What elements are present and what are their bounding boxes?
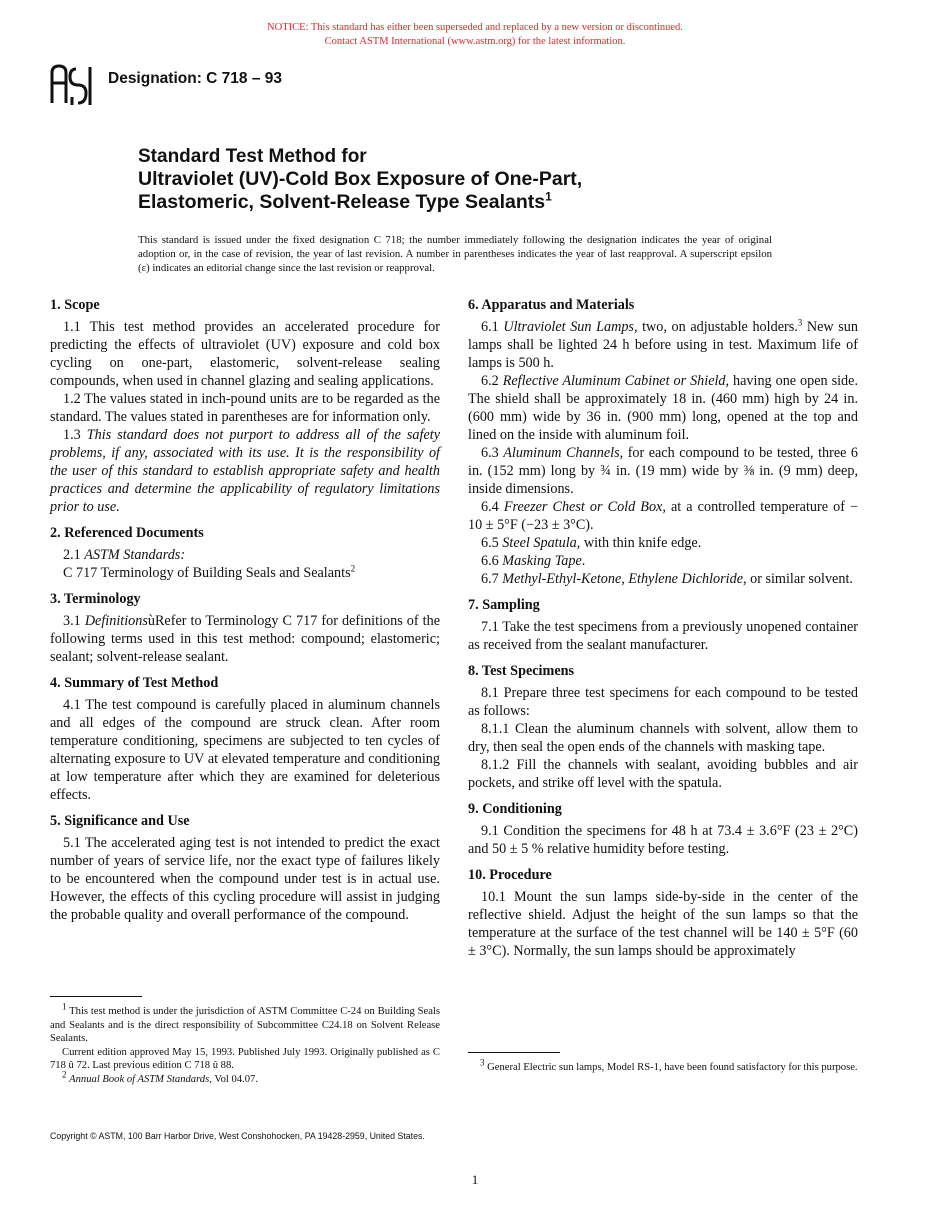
section-heading: 6. Apparatus and Materials [468,297,635,313]
paragraph: 1.2 The values stated in inch-pound units are to be regarded as the standard. The values stated in parentheses are for information only. [50,391,440,425]
document-title [138,145,582,214]
paragraph: 10.1 Mount the sun lamps side-by-side in the center of the reflective shield. Adjust the height of the sun lamps so that the temperature at the surface of the test channel will be 140 ± 5°F (60 ± 3°C). Normally, the sun lamps should be approximately [468,889,858,959]
section-scope [50,296,440,516]
footnote: $^1$ This test method is under the jurisdiction of ASTM Committee C-24 on Building Seals and Sealants and is the direct responsibility of Subcommittee C24.18 on Solvent Release Sealants. [50,1001,440,1045]
notice-line-1: NOTICE: This standard has either been superseded and replaced by a new version or discontinued. [267,22,683,33]
title-line-1: Standard Test Method for [138,146,367,167]
section-heading: 9. Conditioning [468,801,562,817]
paragraph: 7.1 Take the test specimens from a previously unopened container as received from the sealant manufacturer. [468,619,858,653]
notice-line-2: Contact ASTM International (www.astm.org) for the latest information. [324,36,626,47]
footnotes-right [468,1057,858,1075]
paragraph: 6.1 Ultraviolet Sun Lamps, two, on adjustable holders.$^3$ New sun lamps shall be lighted 24 h before using in test. Maximum life of lamps is 500 h. [468,317,858,371]
paragraph: 6.6 Masking Tape. [481,553,586,569]
paragraph: 8.1.2 Fill the channels with sealant, avoiding bubbles and air pockets, and strike off level with the spatula. [468,757,858,791]
footnote-divider [50,996,142,997]
supersession-notice [0,21,950,49]
section-heading: 5. Significance and Use [50,813,190,829]
section-heading: 1. Scope [50,297,100,313]
section-test-specimens [468,662,858,792]
paragraph: 9.1 Condition the specimens for 48 h at 73.4 ± 3.6°F (23 ± 2°C) and 50 ± 5 % relative humidity before testing. [468,823,858,857]
footnote-divider [468,1052,560,1053]
paragraph: 8.1.1 Clean the aluminum channels with solvent, allow them to dry, then seal the open ends of the channels with masking tape. [468,721,858,755]
paragraph: 6.5 Steel Spatula, with thin knife edge. [481,535,702,551]
section-procedure [468,866,858,960]
designation: Designation: C 718 – 93 [108,70,283,87]
paragraph: 5.1 The accelerated aging test is not intended to predict the exact number of years of service life, nor the exact type of failures likely to be encountered when the compound under test is in actual use. However, the effects of this cycling procedure will assist in judging the probable quality and overall performance of the compound. [50,835,440,923]
paragraph: C 717 Terminology of Building Seals and Sealants$^2$ [63,563,356,581]
section-summary [50,674,440,804]
section-heading: 8. Test Specimens [468,663,575,679]
right-column [468,296,858,968]
astm-logo-icon [48,63,94,107]
section-apparatus [468,296,858,588]
paragraph: 6.4 Freezer Chest or Cold Box, at a controlled temperature of − 10 ± 5°F (−23 ± 3°C). [468,499,859,533]
issued-note: This standard is issued under the fixed designation C 718; the number immediately following the designation indicates the year of original adoption or, in the case of revision, the year of last revision. A number in parentheses indicates the year of last reapproval. A superscript epsilon (ε) indicates an editorial change since the last revision or reapproval. [138,234,772,274]
paragraph: 8.1 Prepare three test specimens for each compound to be tested as follows: [468,685,858,719]
footnote: $^3$ General Electric sun lamps, Model RS-1, have been found satisfactory for this purpose. [480,1057,858,1073]
title-line-2: Ultraviolet (UV)-Cold Box Exposure of One-Part, [138,168,583,190]
footnote: Current edition approved May 15, 1993. Published July 1993. Originally published as C 718 û 72. Last previous edition C 718 û 88. [50,1046,440,1072]
section-sampling [468,596,858,654]
section-heading: 4. Summary of Test Method [50,675,219,691]
paragraph: 2.1 ASTM Standards: [63,547,186,563]
paragraph: 6.7 Methyl-Ethyl-Ketone, Ethylene Dichloride, or similar solvent. [481,571,853,587]
section-heading: 2. Referenced Documents [50,525,204,541]
paragraph: 4.1 The test compound is carefully placed in aluminum channels and all edges of the compound are struck clean. After room temperature conditioning, specimens are subjected to ten cycles of alternating exposure to UV at elevated temperature and conditioning at low temperature after which they are examined for deleterious effects. [50,697,440,803]
section-significance [50,812,440,924]
paragraph: 3.1 DefinitionsùRefer to Terminology C 717 for definitions of the following terms used in this test method: compound; elastomeric; sealant; solvent-release sealant. [50,613,441,665]
section-referenced-documents [50,524,440,582]
section-heading: 3. Terminology [50,591,141,607]
paragraph: 6.3 Aluminum Channels, for each compound to be tested, three 6 in. (152 mm) long by ¾ in. (19 mm) wide by ⅜ in. (9 mm) deep, inside dimensions. [468,445,859,497]
paragraph: 1.3 This standard does not purport to address all of the safety problems, if any, associated with its use. It is the responsibility of the user of this standard to establish appropriate safety and health practices and determine the applicability of regulatory limitations prior to use. [50,427,440,515]
title-footnote-mark: 1 [545,189,552,204]
section-heading: 10. Procedure [468,867,552,883]
section-heading: 7. Sampling [468,597,540,613]
footnotes-left [50,1001,440,1087]
paragraph: 1.1 This test method provides an accelerated procedure for predicting the effects of ultraviolet (UV) exposure and cold box cycling on one-part, elastomeric, solvent-release sealing compounds, when used in channel glazing and sealing applications. [50,319,440,389]
paragraph: 6.2 Reflective Aluminum Cabinet or Shield, having one open side. The shield shall be approximately 18 in. (460 mm) high by 24 in. (600 mm) wide by 36 in. (900 mm) long, opened at the top and lined on the inside with aluminum foil. [468,373,858,443]
title-line-3: Elastomeric, Solvent-Release Type Sealants [138,191,546,213]
page-number: 1 [471,1172,479,1187]
left-column [50,296,440,932]
copyright-line: Copyright © ASTM, 100 Barr Harbor Drive, West Conshohocken, PA 19428-2959, United States. [50,1131,425,1141]
section-conditioning [468,800,858,858]
section-terminology [50,590,440,666]
footnote: $^2$ Annual Book of ASTM Standards, Vol 04.07. [62,1069,258,1085]
